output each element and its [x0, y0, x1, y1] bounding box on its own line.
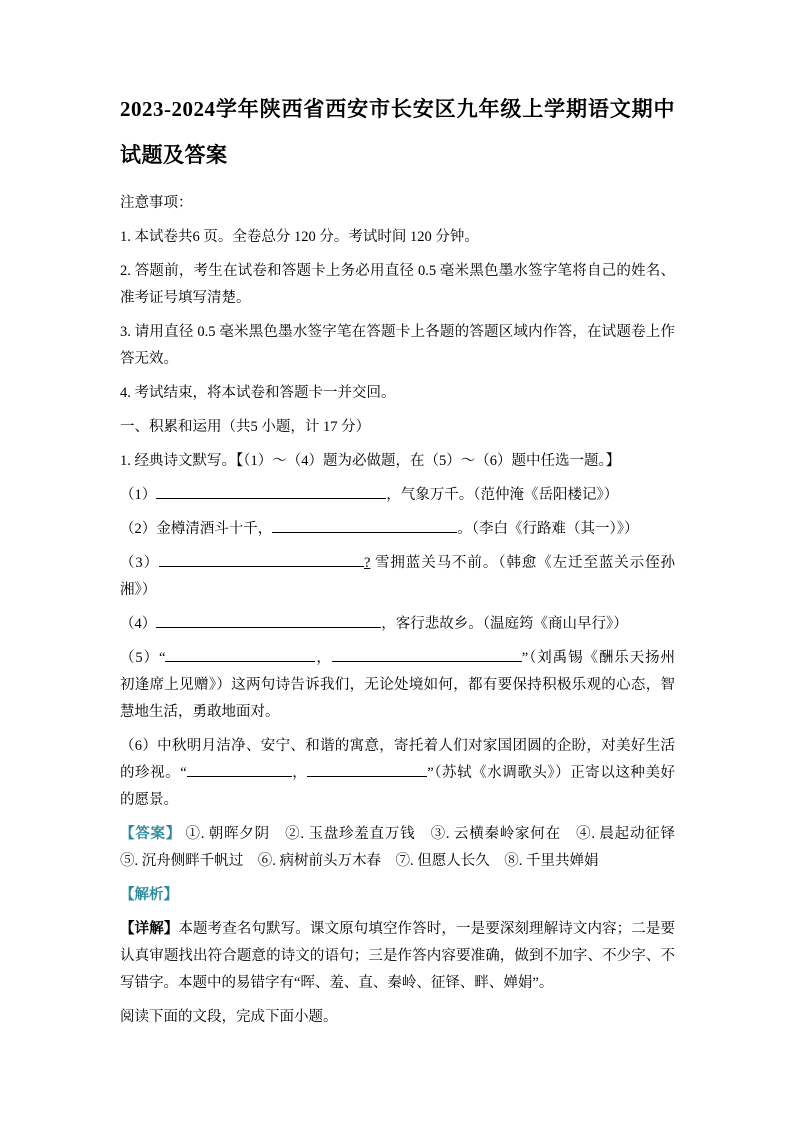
notice-item-4 — [120, 380, 675, 407]
notice-item-1 — [120, 224, 675, 251]
text-run: 3. 请用直径 0.5 毫米黑色墨水签字笔在答题卡上各题的答题区域内作答，在试题卷上作答无效。 — [120, 324, 675, 367]
text-run: 雪拥蓝关马不前。（韩愈《左迁至蓝关示侄孙湘》） — [120, 555, 676, 598]
text-run: 。（李白《行路难（其一）》） — [457, 521, 639, 537]
text-run: ? — [363, 555, 371, 571]
text-run: （3） — [120, 555, 159, 571]
dictation-item-3 — [120, 550, 675, 604]
dictation-item-5 — [120, 645, 675, 726]
section-heading — [120, 414, 675, 441]
answer-paragraph — [120, 821, 690, 875]
text-run: （4） — [120, 616, 157, 632]
text-run: 一、积累和运用（共5 小题，计 17 分） — [120, 419, 371, 435]
text-run: 2. 答题前，考生在试卷和答题卡上务必用直径 0.5 毫米黑色墨水签字笔将自己的姓名、准考证号填写清楚。 — [120, 263, 675, 306]
notice-heading — [120, 190, 675, 217]
answer-blank — [272, 516, 457, 533]
text-run: ①. 朝晖夕阴 ②. 玉盘珍羞直万钱 ③. 云横秦岭家何在 ④. 晨起动征铎 ⑤. 沉舟侧畔千帆过 ⑥. 病树前头万木春 ⑦. 但愿人长久 ⑧. 千里共婵娟 — [120, 826, 690, 869]
dictation-item-2 — [120, 516, 675, 543]
text-run: ， — [291, 765, 308, 781]
analysis-paragraph — [120, 882, 675, 909]
text-run: ，气象万千。（范仲淹《岳阳楼记》） — [386, 487, 619, 503]
text-run: （1） — [120, 487, 157, 503]
answer-blank — [307, 760, 427, 777]
text-run: ”（刘禹锡《酬乐天扬州初逢席上见赠》）这两句诗告诉我们，无论处境如何，都有要保持积极乐观的心态，智慧地生活，勇敢地面对。 — [120, 650, 676, 720]
answer-blank — [159, 550, 364, 567]
notice-item-3 — [120, 319, 675, 373]
dictation-item-4 — [120, 611, 675, 638]
dictation-item-1 — [120, 482, 675, 509]
reading-prompt — [120, 1004, 675, 1031]
answer-blank — [165, 645, 315, 662]
analysis-label: 【解析】 — [120, 887, 178, 903]
notice-item-2 — [120, 258, 675, 312]
answer-label: 【答案】 — [120, 826, 182, 842]
text-run: 1. 本试卷共6 页。全卷总分 120 分。考试时间 120 分钟。 — [120, 229, 479, 245]
text-run: 4. 考试结束，将本试卷和答题卡一并交回。 — [120, 385, 396, 401]
detail-paragraph — [120, 916, 675, 997]
document-body — [120, 190, 690, 1031]
detail-label: 【详解】 — [120, 921, 179, 937]
question-1-stem — [120, 448, 675, 475]
answer-blank — [187, 760, 292, 777]
answer-blank — [332, 645, 522, 662]
text-run: 阅读下面的文段，完成下面小题。 — [120, 1009, 338, 1025]
text-run: （5）“ — [120, 650, 166, 666]
text-run: （2）金樽清酒斗十千， — [120, 521, 273, 537]
text-run: ， — [315, 650, 332, 666]
document-title: 2023-2024学年陕西省西安市长安区九年级上学期语文期中试题及答案 — [120, 97, 675, 167]
text-run: （6）中秋明月洁净、安宁、和谐的寓意，寄托着人们对家国团圆的企盼，对美好生活的珍视。“ — [120, 738, 675, 781]
text-run: 注意事项： — [120, 195, 193, 211]
text-run: 1. 经典诗文默写。【（1）～（4）题为必做题，在（5）～（6）题中任选一题。】 — [120, 453, 621, 469]
answer-blank — [156, 611, 381, 628]
text-run: 本题考查名句默写。课文原句填空作答时，一是要深刻理解诗文内容；二是要认真审题找出符合题意的诗文的语句；三是作答内容要准确，做到不加字、不少字、不写错字。本题中的易错字有“晖、羞、直、秦岭、征铎、畔、婵娟”。 — [120, 921, 676, 991]
answer-blank — [156, 482, 386, 499]
text-run: ”（苏轼《水调歌头》）正寄以这种美好的愿景。 — [120, 765, 676, 808]
dictation-item-6 — [120, 733, 675, 814]
text-run: ，客行悲故乡。（温庭筠《商山早行》） — [381, 616, 628, 632]
